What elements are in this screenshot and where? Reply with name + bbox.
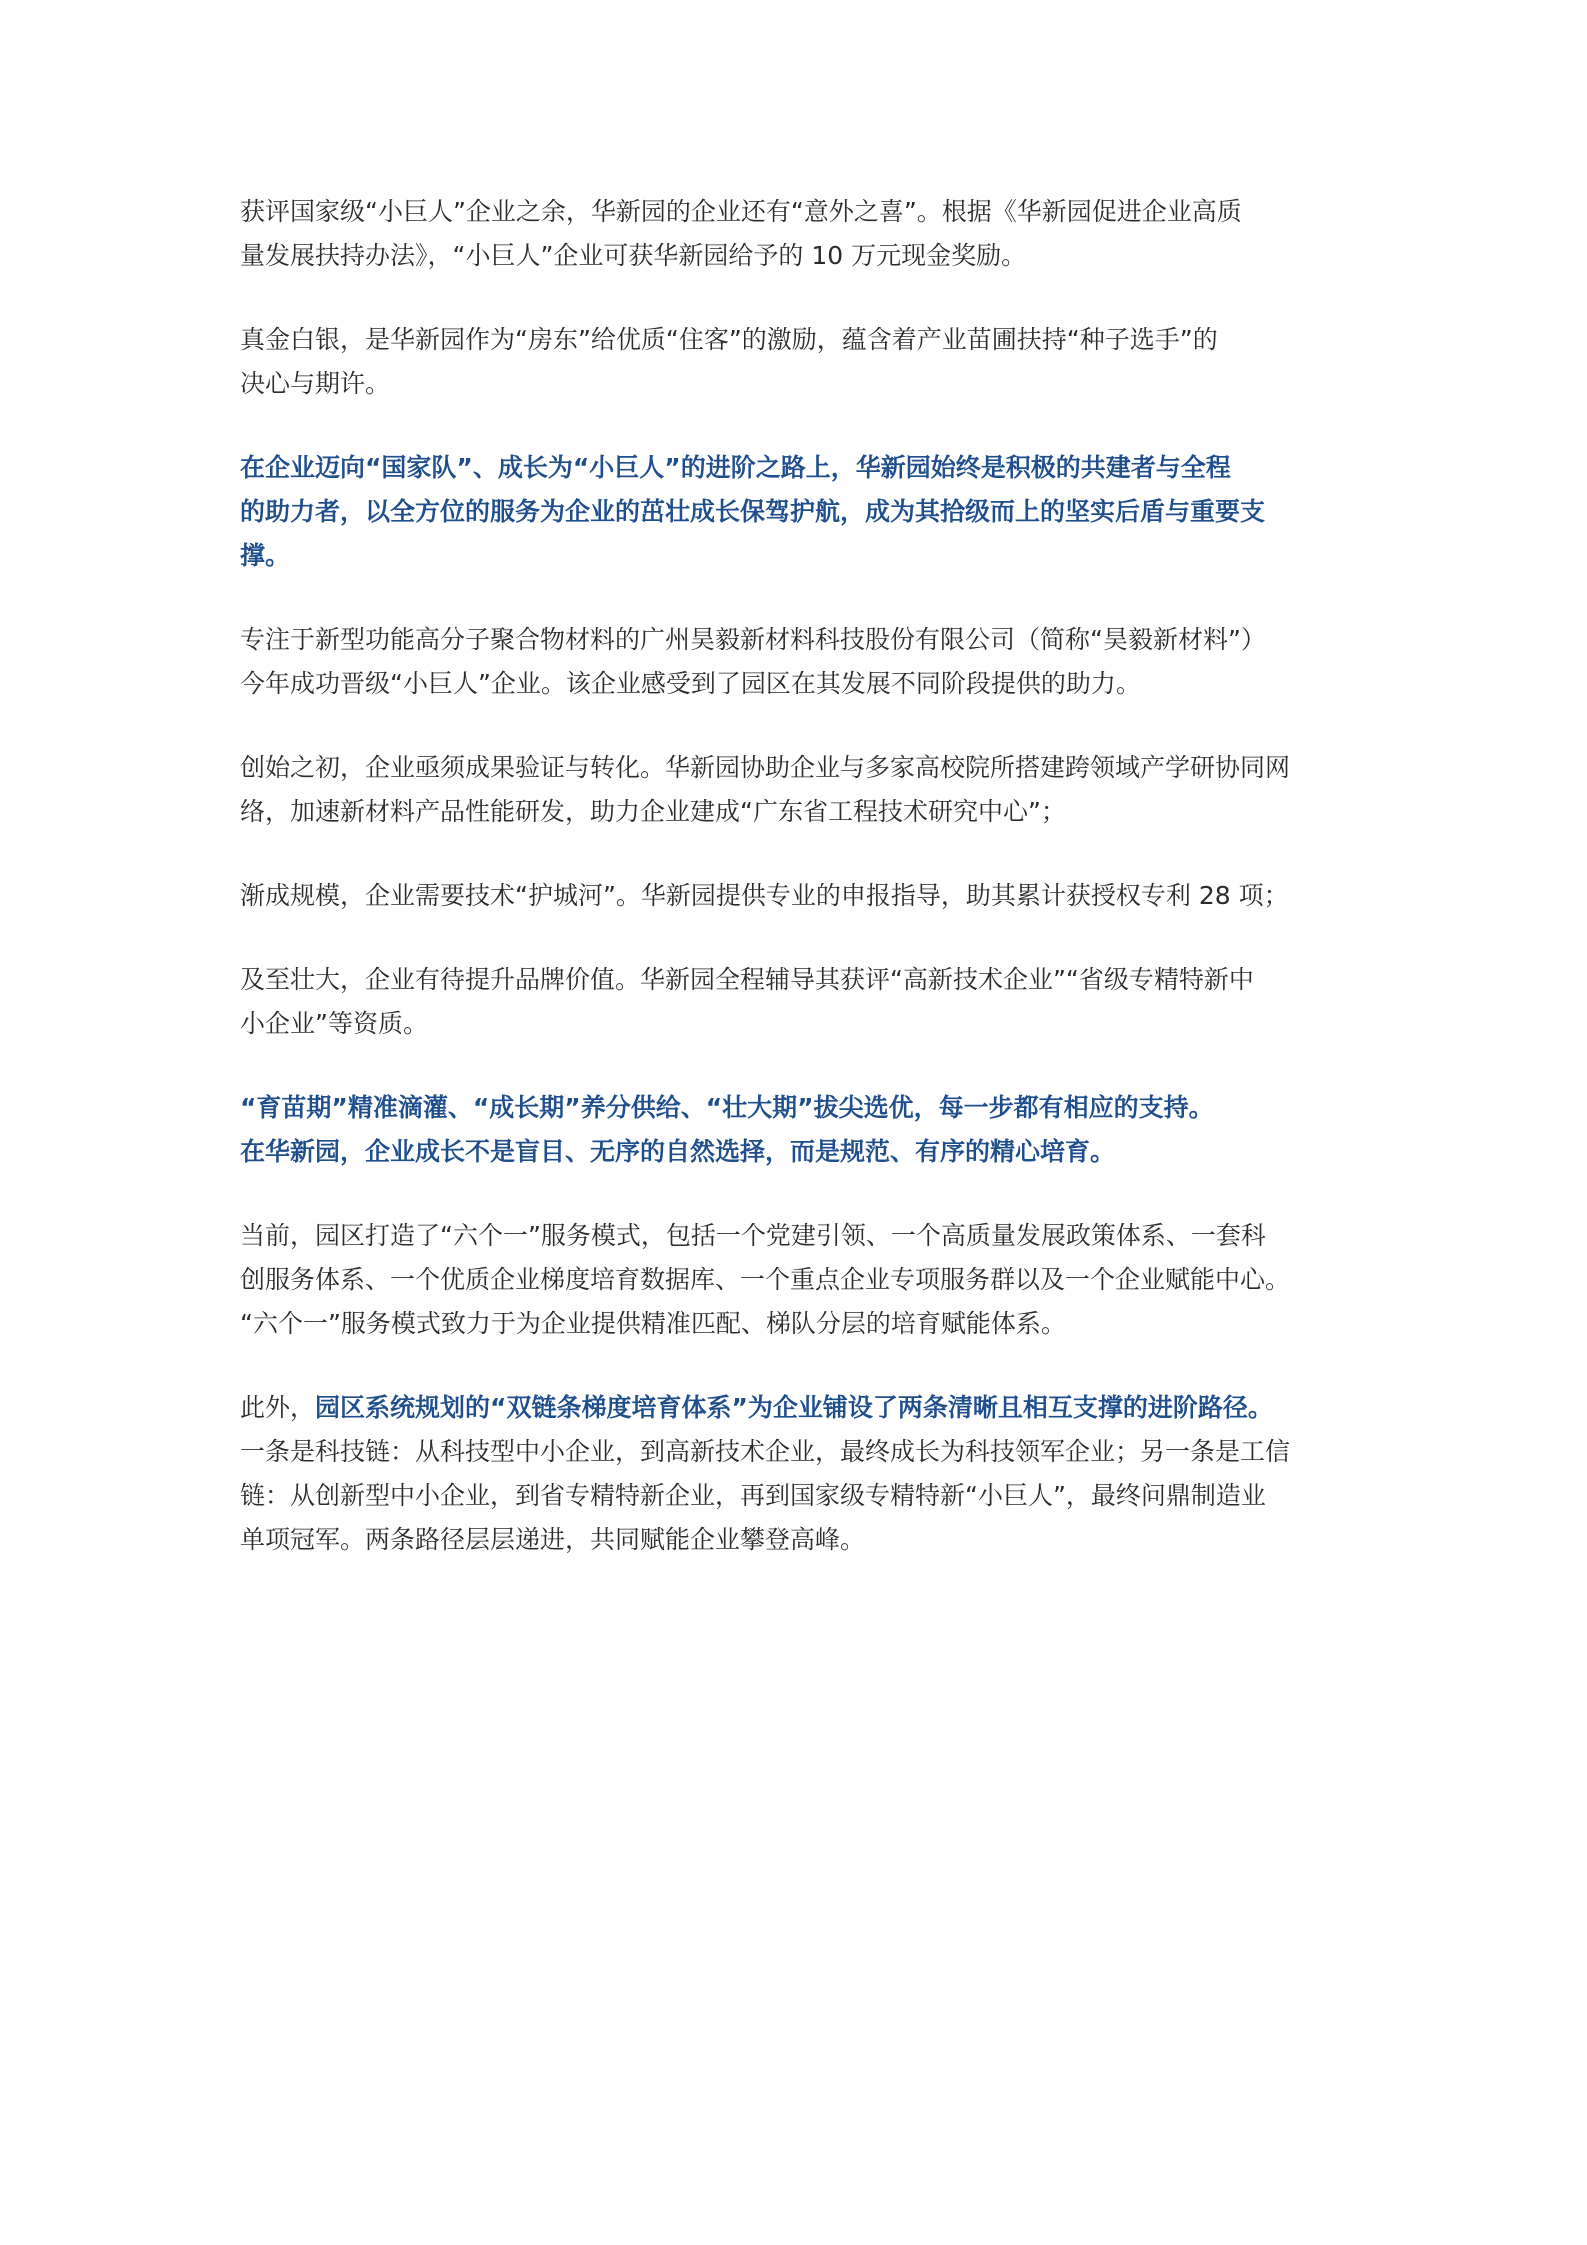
- paragraph-six-ones-model: 当前，园区打造了“六个一”服务模式，包括一个党建引领、一个高质量发展政策体系、一套科 创服务体系、一个优质企业梯度培育数据库、一个重点企业专项服务群以及一个企业赋能中心。 “六个一”服务模式致力于为企业提供精准匹配、梯队分层的培育赋能体系。: [240, 1221, 1291, 1338]
- paragraph-founding-stage: 创始之初，企业亟须成果验证与转化。华新园协助企业与多家高校院所搭建跨领域产学研协同网 络，加速新材料产品性能研发，助力企业建成“广东省工程技术研究中心”；: [240, 753, 1291, 826]
- paragraph-company-intro: 专注于新型功能高分子聚合物材料的广州昊毅新材料科技股份有限公司（简称“昊毅新材料”） 今年成功晋级“小巨人”企业。该企业感受到了园区在其发展不同阶段提供的助力。: [240, 625, 1266, 698]
- paragraph-growth-stage: 及至壮大，企业有待提升品牌价值。华新园全程辅导其获评“高新技术企业”“省级专精特新中 小企业”等资质。: [240, 965, 1254, 1038]
- paragraph-little-giant-reward: 获评国家级“小巨人”企业之余，华新园的企业还有“意外之喜”。根据《华新园促进企业高质 量发展扶持办法》，“小巨人”企业可获华新园给予的 10 万元现金奖励。: [240, 197, 1242, 270]
- dual-chain-rest: 一条是科技链：从科技型中小企业，到高新技术企业，最终成长为科技领军企业；另一条是工信 链：从创新型中小企业，到省专精特新企业，再到国家级专精特新“小巨人”，最终问鼎制造业 单项冠军。两条路径层层递进，共同赋能企业攀登高峰。: [240, 1437, 1291, 1554]
- article-body: [240, 190, 1352, 1602]
- paragraph-highlight-support: 在企业迈向“国家队”、成长为“小巨人”的进阶之路上，华新园始终是积极的共建者与全程 的助力者，以全方位的服务为企业的茁壮成长保驾护航，成为其拾级而上的坚实后盾与重要支 撑。: [240, 453, 1266, 570]
- dual-chain-highlight: 园区系统规划的“双链条梯度培育体系”为企业铺设了两条清晰且相互支撑的进阶路径。: [315, 1393, 1273, 1422]
- paragraph-scale-stage: 渐成规模，企业需要技术“护城河”。华新园提供专业的申报指导，助其累计获授权专利 28 项；: [240, 881, 1289, 910]
- paragraph-dual-chain: [240, 1386, 1352, 1562]
- paragraph-highlight-stages: “育苗期”精准滴灌、“成长期”养分供给、“壮大期”拔尖选优，每一步都有相应的支持。 在华新园，企业成长不是盲目、无序的自然选择，而是规范、有序的精心培育。: [240, 1093, 1214, 1166]
- paragraph-incentive: 真金白银，是华新园作为“房东”给优质“住客”的激励，蕴含着产业苗圃扶持“种子选手”的 决心与期许。: [240, 325, 1218, 398]
- dual-chain-lead: 此外，: [240, 1393, 316, 1422]
